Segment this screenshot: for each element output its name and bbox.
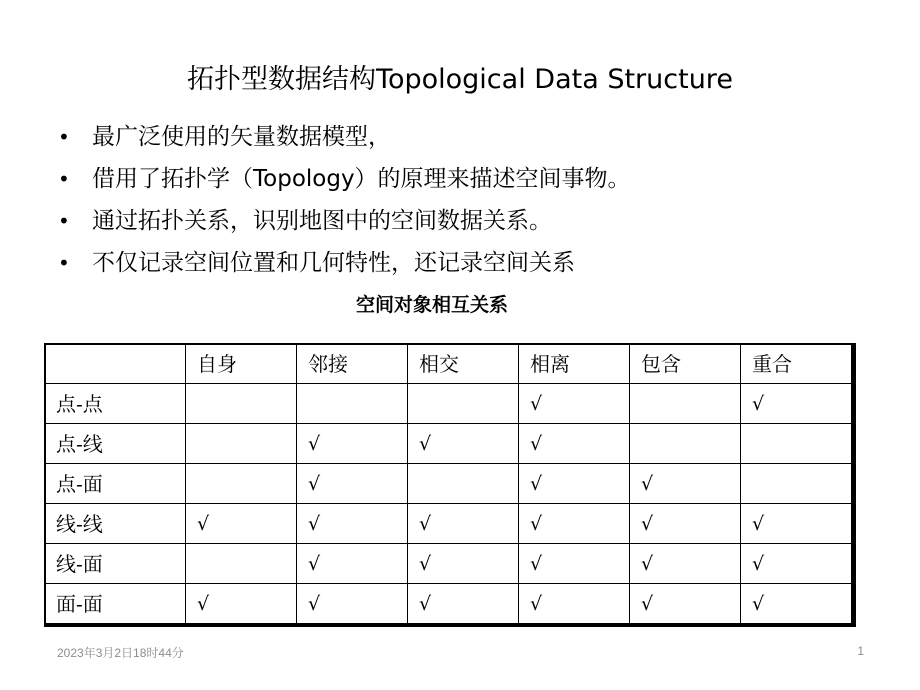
- check-mark: √: [530, 473, 543, 495]
- table-row: [46, 424, 852, 464]
- table-cell: [741, 584, 852, 624]
- table-cell: [519, 424, 630, 464]
- table-cell: [630, 584, 741, 624]
- table-caption: 空间对象相互关系: [355, 294, 508, 316]
- footer-date: 2023年3月2日18时44分: [57, 646, 184, 660]
- bullet-item: [56, 242, 631, 284]
- table-cell: [297, 504, 408, 544]
- bullet-item: [56, 158, 631, 200]
- table-cell: [519, 544, 630, 584]
- check-mark: √: [752, 593, 765, 615]
- check-mark: √: [419, 593, 432, 615]
- table-cell: [186, 544, 297, 584]
- column-header: 相离: [519, 345, 630, 384]
- table-cell: [186, 464, 297, 504]
- table-cell: [408, 544, 519, 584]
- table-cell: [630, 544, 741, 584]
- table-cell: [741, 424, 852, 464]
- table-cell: [297, 584, 408, 624]
- bullet-item: [56, 200, 631, 242]
- bullet-dot-icon: •: [58, 251, 70, 275]
- table-header-row: [46, 345, 852, 384]
- relationship-table-body: [46, 345, 852, 624]
- check-mark: √: [419, 553, 432, 575]
- table-cell: [630, 504, 741, 544]
- table-cell: [519, 504, 630, 544]
- table-cell: [741, 544, 852, 584]
- check-mark: √: [197, 593, 210, 615]
- bullet-text: 不仅记录空间位置和几何特性，还记录空间关系: [92, 250, 575, 276]
- check-mark: √: [641, 553, 654, 575]
- column-header: 包含: [630, 345, 741, 384]
- bullet-list: [56, 116, 631, 284]
- check-mark: √: [530, 553, 543, 575]
- check-mark: √: [530, 433, 543, 455]
- table-cell: [408, 584, 519, 624]
- check-mark: √: [641, 593, 654, 615]
- table-cell: [186, 504, 297, 544]
- check-mark: √: [530, 393, 543, 415]
- check-mark: √: [530, 513, 543, 535]
- row-header: 线-线: [46, 504, 186, 544]
- table-row: [46, 584, 852, 624]
- table-cell: [297, 464, 408, 504]
- check-mark: √: [752, 513, 765, 535]
- check-mark: √: [308, 473, 321, 495]
- column-header: 自身: [186, 345, 297, 384]
- row-header: 点-线: [46, 424, 186, 464]
- bullet-item: [56, 116, 631, 158]
- relationship-table-frame: [44, 343, 856, 627]
- table-cell: [186, 424, 297, 464]
- check-mark: √: [308, 593, 321, 615]
- check-mark: √: [419, 433, 432, 455]
- check-mark: √: [308, 513, 321, 535]
- row-header: 线-面: [46, 544, 186, 584]
- table-cell: [408, 504, 519, 544]
- table-corner-cell: [46, 345, 186, 384]
- check-mark: √: [530, 593, 543, 615]
- table-cell: [519, 584, 630, 624]
- table-row: [46, 384, 852, 424]
- check-mark: √: [197, 513, 210, 535]
- table-cell: [741, 464, 852, 504]
- table-cell: [408, 424, 519, 464]
- check-mark: √: [641, 513, 654, 535]
- table-cell: [408, 384, 519, 424]
- check-mark: √: [641, 473, 654, 495]
- bullet-text: 借用了拓扑学（Topology）的原理来描述空间事物。: [92, 166, 631, 192]
- table-cell: [186, 384, 297, 424]
- column-header: 重合: [741, 345, 852, 384]
- table-cell: [630, 424, 741, 464]
- table-cell: [297, 384, 408, 424]
- check-mark: √: [752, 553, 765, 575]
- table-cell: [408, 464, 519, 504]
- table-row: [46, 504, 852, 544]
- check-mark: √: [752, 393, 765, 415]
- check-mark: √: [308, 553, 321, 575]
- row-header: 面-面: [46, 584, 186, 624]
- table-cell: [741, 504, 852, 544]
- column-header: 相交: [408, 345, 519, 384]
- table-cell: [630, 464, 741, 504]
- table-row: [46, 464, 852, 504]
- table-cell: [519, 384, 630, 424]
- table-cell: [741, 384, 852, 424]
- table-row: [46, 544, 852, 584]
- column-header: 邻接: [297, 345, 408, 384]
- bullet-dot-icon: •: [58, 125, 70, 149]
- table-cell: [519, 464, 630, 504]
- slide-title: 拓扑型数据结构Topological Data Structure: [187, 64, 733, 95]
- relationship-table: [46, 345, 852, 624]
- table-cell: [630, 384, 741, 424]
- bullet-text: 通过拓扑关系，识别地图中的空间数据关系。: [92, 208, 552, 234]
- page-number: 1: [857, 644, 864, 658]
- check-mark: √: [419, 513, 432, 535]
- bullet-text: 最广泛使用的矢量数据模型，: [92, 124, 391, 150]
- bullet-dot-icon: •: [58, 209, 70, 233]
- row-header: 点-面: [46, 464, 186, 504]
- check-mark: √: [308, 433, 321, 455]
- bullet-dot-icon: •: [58, 167, 70, 191]
- table-cell: [297, 424, 408, 464]
- table-cell: [297, 544, 408, 584]
- row-header: 点-点: [46, 384, 186, 424]
- table-cell: [186, 584, 297, 624]
